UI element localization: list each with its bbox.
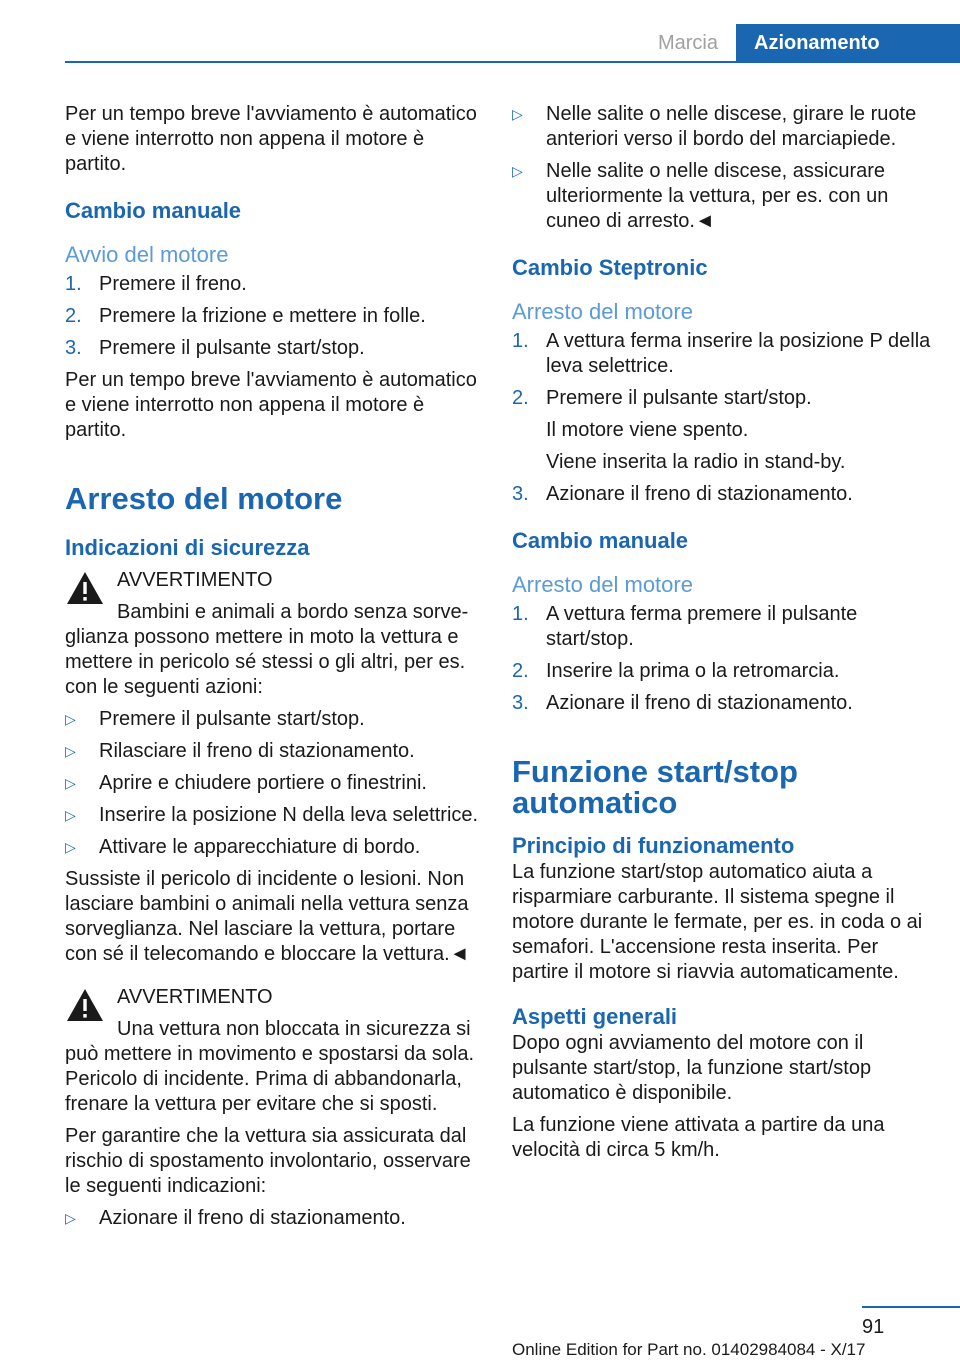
footer-rule [862, 1306, 960, 1308]
warning-text: Una vettura non bloccata in sicurezza si [117, 1018, 471, 1040]
header-tab-marcia: Marcia [657, 32, 718, 54]
heading-cambio-steptronic: Cambio Steptronic [512, 255, 708, 280]
heading-indicazioni-sicurezza: Indicazioni di sicurezza [65, 535, 310, 560]
warning-text-continued: può mettere in movimento e spostarsi da sola. Pericolo di incidente. Prima di abbandonarla, frenare la vettura per evitare che si sposti. [65, 1043, 475, 1115]
avvio-steps-list [65, 272, 480, 361]
list-item: ▷ Azionare il freno di stazionamento. [65, 1207, 406, 1229]
warning-triangle-icon [65, 570, 105, 606]
heading-arresto-motore: Arresto del motore [65, 481, 343, 516]
warning-title: AVVERTIMENTO [117, 569, 273, 591]
left-column [65, 102, 480, 1238]
list-item: 1. A vettura ferma premere il pulsante start/stop. [512, 603, 858, 650]
step-detail: Il motore viene spento. [546, 419, 749, 441]
heading-cambio-manuale: Cambio manuale [65, 198, 242, 223]
header-tab-azionamento: Azionamento [736, 24, 960, 62]
list-item: 1. Premere il freno. [65, 273, 247, 295]
list-item: 3. Premere il pulsante start/stop. [65, 337, 365, 359]
list-item: ▷ Premere il pulsante start/stop. [65, 708, 365, 730]
list-item: ▷ Rilasciare il freno di stazionamento. [65, 740, 415, 762]
subheading-avvio-motore: Avvio del motore [65, 242, 229, 267]
step-detail: Viene inserita la radio in stand-by. [546, 451, 846, 473]
list-item: ▷ Aprire e chiudere portiere o finestrini. [65, 772, 427, 794]
footer-edition-text: Online Edition for Part no. 01402984084 - X/17 [512, 1340, 866, 1359]
intro-paragraph: Per un tempo breve l'avviamento è automatico e viene interrotto non appena il motore è partito. [65, 103, 477, 175]
warning-text: Bambini e animali a bordo senza sorve- [117, 601, 469, 623]
heading-aspetti-generali: Aspetti generali [512, 1004, 678, 1029]
aspetti-paragraph-2: La funzione viene attivata a partire da una velocità di circa 5 km/h. [512, 1114, 885, 1161]
list-item: 2. Premere la frizione e mettere in folle. [65, 305, 426, 327]
right-column [512, 102, 932, 1170]
list-item: 2. Premere il pulsante start/stop. Il motore viene spento. Viene inserita la radio in stand-by. [512, 386, 932, 475]
list-item: ▷ Attivare le apparecchiature di bordo. [65, 836, 421, 858]
list-item: ▷ Inserire la posizione N della leva selettrice. [65, 804, 479, 826]
warning1-conclusion: Sussiste il pericolo di incidente o lesioni. Non lasciare bambini o animali nella vettura senza sorveglianza. Nel lasciare la vettura, portare con sé il telecomando e bloccare la vettura.◄ [65, 868, 470, 965]
aspetti-paragraph-1: Dopo ogni avviamento del motore con il pulsante start/stop, la funzione start/stop automatico è disponibile. [512, 1032, 872, 1104]
list-item: 3. Azionare il freno di stazionamento. [512, 483, 853, 505]
list-item: 2. Inserire la prima o la retromarcia. [512, 660, 840, 682]
list-item: 1. A vettura ferma inserire la posizione P della leva selettrice. [512, 330, 931, 377]
principio-paragraph: La funzione start/stop automatico aiuta a risparmiare carburante. Il sistema spegne il motore durante le fermate, per es. in coda o ai semafori. L'accensione resta inserita. Per partire il motore si riavvia automaticamente. [512, 861, 923, 983]
warning-text-continued: glianza possono mettere in moto la vettura e mettere in pericolo sé stessi o gli altri, per es. con le seguenti azioni: [65, 626, 466, 698]
warning-block-2 [65, 985, 480, 1042]
warning2-items-list [65, 1206, 480, 1231]
header-rule [65, 61, 960, 63]
warning1-items-list [65, 707, 480, 860]
manuale-steps-list [512, 602, 932, 716]
continued-items-list [512, 102, 932, 234]
avvio-note: Per un tempo breve l'avviamento è automatico e viene interrotto non appena il motore è partito. [65, 369, 477, 441]
warning-block-1 [65, 568, 480, 625]
heading-principio-funzionamento: Principio di funzionamento [512, 833, 795, 858]
heading-funzione-start-stop: Funzione start/stop automatico [512, 754, 798, 820]
heading-cambio-manuale: Cambio manuale [512, 528, 689, 553]
list-item: ▷ Nelle salite o nelle discese, girare le ruote anteriori verso il bordo del marciapiede. [512, 103, 917, 150]
list-item: ▷ Nelle salite o nelle discese, assicurare ulteriormente la vettura, per es. con un cuneo di arresto.◄ [512, 160, 889, 232]
subheading-arresto-motore: Arresto del motore [512, 299, 693, 324]
subheading-arresto-motore: Arresto del motore [512, 572, 693, 597]
warning2-conclusion: Per garantire che la vettura sia assicurata dal rischio di spostamento involontario, osservare le seguenti indicazioni: [65, 1125, 471, 1197]
page-number: 91 [862, 1316, 885, 1338]
list-item: 3. Azionare il freno di stazionamento. [512, 692, 853, 714]
warning-triangle-icon [65, 987, 105, 1023]
steptronic-steps-list [512, 329, 932, 507]
warning-title: AVVERTIMENTO [117, 986, 273, 1008]
